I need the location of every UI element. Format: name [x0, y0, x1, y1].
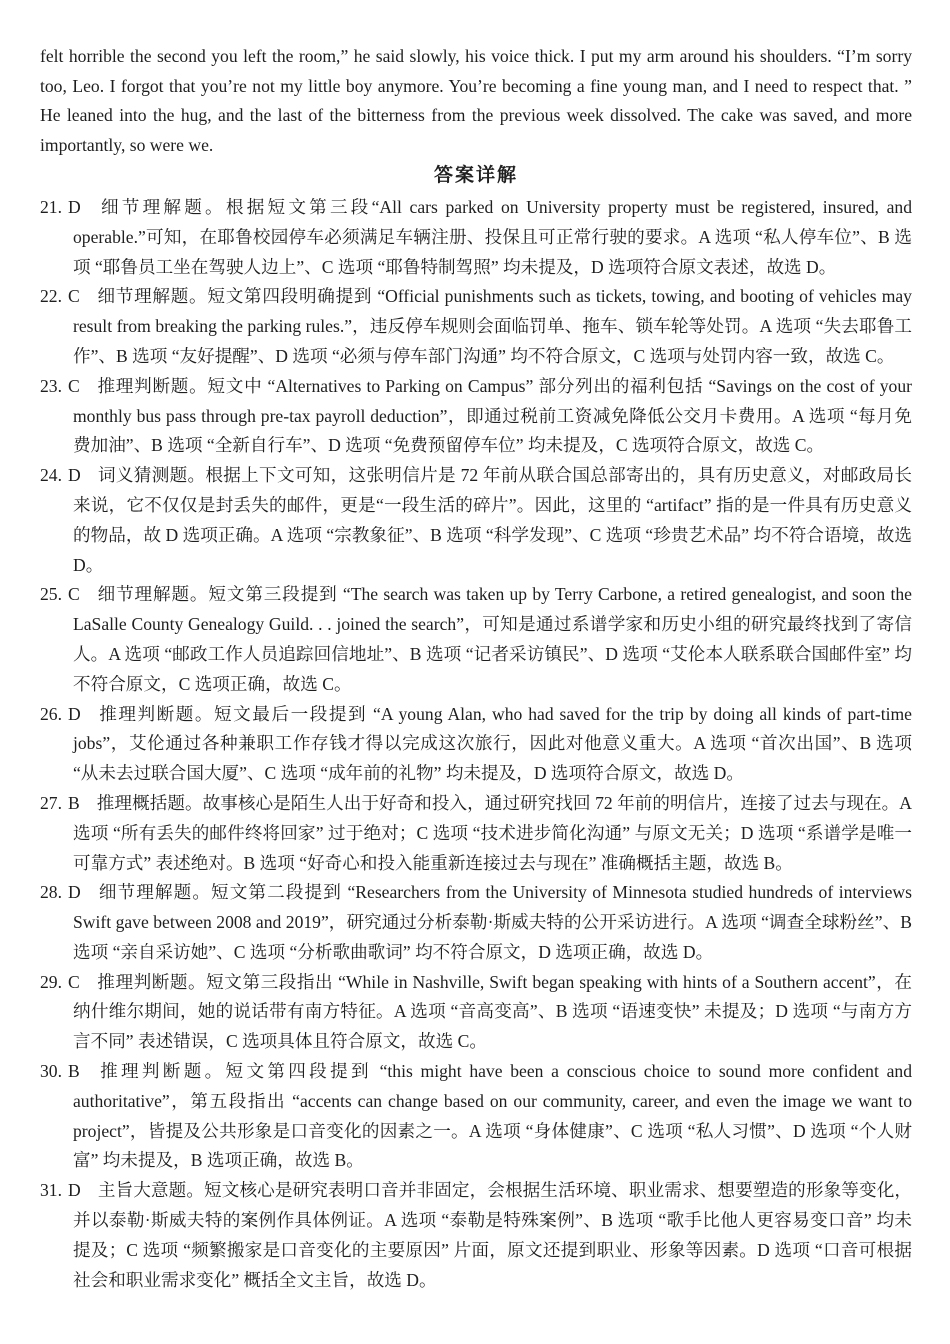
question-number: 26. — [40, 703, 62, 724]
answer-item — [40, 1057, 912, 1176]
answer-item — [40, 968, 912, 1057]
answers-section-title: 答案详解 — [433, 165, 518, 187]
answer-explanation: 短文第四段提到 “this might have been a conscious choice to sound more confident and authoritative”，第五段指出 “accents can change based on our community, career, and even the image we want to project”，皆提及公共形象是口音变化的因素之一。A 选项 “身体健康”、C 选项 “私人习惯”、D 选项 “个人财富” 均未提及，B 选项正确，故选 B。 — [73, 1061, 912, 1171]
answer-explanation: 短文第四段明确提到 “Official punishments such as tickets, towing, and booting of vehicles may result from breaking the parking rules.”，违反停车规则会面临罚单、拖车、锁车轮等处罚。A 选项 “失去耶鲁工作”、B 选项 “友好提醒”、D 选项 “必须与停车部门沟通” 均不符合原文，C 选项与处罚内容一致，故选 C。 — [73, 286, 912, 366]
question-number: 29. — [40, 971, 62, 992]
answer-item — [40, 1176, 912, 1295]
answer-letter: D — [68, 1180, 81, 1201]
answer-letter: C — [68, 971, 80, 992]
answer-explanations-list — [40, 193, 912, 1295]
question-type-label: 推理判断题。 — [96, 971, 207, 992]
answer-item — [40, 789, 912, 878]
answer-explanation: 短文第三段指出 “While in Nashville, Swift began speaking with hints of a Southern accent”，在纳什维尔期间，她的说话带有南方特征。A 选项 “音高变高”、B 选项 “语速变快” 未提及；D 选项 “与南方方言不同” 表述错误，C 选项具体且符合原文，故选 C。 — [73, 971, 912, 1052]
question-number: 25. — [40, 584, 62, 605]
answer-letter: C — [68, 286, 80, 307]
question-type-label: 细节理解题。 — [96, 584, 209, 605]
answer-explanation: 根据短文第三段“All cars parked on University property must be registered, insured, and operable.”可知，在耶鲁校园停车必须满足车辆注册、投保且可正常行驶的要求。A 选项 “私人停车位”、B 选项 “耶鲁员工坐在驾驶人边上”、C 选项 “耶鲁特制驾照” 均未提及，D 选项符合原文表述，故选 D。 — [73, 196, 912, 277]
answer-explanation: 短文最后一段提到 “A young Alan, who had saved for the trip by doing all kinds of part-time jobs”，艾伦通过各种兼职工作存钱才得以完成这次旅行，因此对他意义重大。A 选项 “首次出国”、B 选项 “从未去过联合国大厦”、C 选项 “成年前的礼物” 均未提及，D 选项符合原文，故选 D。 — [73, 703, 912, 784]
answer-item — [40, 282, 912, 371]
question-number: 30. — [40, 1061, 62, 1082]
answer-letter: D — [68, 703, 81, 724]
question-type-label: 推理判断题。 — [96, 1061, 226, 1082]
story-conclusion-paragraph: felt horrible the second you left the room,” he said slowly, his voice thick. I put my arm around his shoulders. “I’m sorry too, Leo. I forgot that you’re not my little boy anymore. You’re becoming a fine young man, and I need to respect that. ” He leaned into the hug, and the last of the bitterness from the previous week dissolved. The cake was saved, and more importantly, so were we. — [40, 46, 912, 155]
answer-letter: B — [68, 792, 80, 813]
question-number: 24. — [40, 465, 62, 486]
answer-explanation: 短文第二段提到 “Researchers from the University of Minnesota studied hundreds of interviews Swift gave between 2008 and 2019”，研究通过分析泰勒·斯威夫特的公开采访进行。A 选项 “调查全球粉丝”、B 选项 “亲自采访她”、C 选项 “分析歌曲歌词” 均不符合原文，D 选项正确，故选 D。 — [73, 882, 912, 962]
answer-item — [40, 372, 912, 461]
question-number: 22. — [40, 286, 62, 307]
answer-explanation: 根据上下文可知，这张明信片是 72 年前从联合国总部寄出的，具有历史意义，对邮政局长来说，它不仅仅是封丢失的邮件，更是“一段生活的碎片”。因此，这里的 “artifact” 指的是一件具有历史意义的物品，故 D 选项正确。A 选项 “宗教象征”、B 选项 “科学发现”、C 选项 “珍贵艺术品” 均不符合语境，故选 D。 — [73, 465, 912, 575]
answer-item — [40, 580, 912, 699]
question-type-label: 推理概括题。 — [96, 792, 203, 813]
answer-item — [40, 461, 912, 580]
question-type-label: 词义猜测题。 — [97, 465, 206, 486]
answer-letter: B — [68, 1061, 80, 1082]
question-number: 21. — [40, 196, 62, 217]
answer-item — [40, 193, 912, 282]
question-type-label: 推理判断题。 — [97, 703, 215, 724]
question-type-label: 推理判断题。 — [96, 375, 208, 396]
question-number: 23. — [40, 375, 62, 396]
question-number: 31. — [40, 1180, 62, 1201]
answer-explanation: 故事核心是陌生人出于好奇和投入，通过研究找回 72 年前的明信片，连接了过去与现在。A 选项 “所有丢失的邮件终将回家” 过于绝对；C 选项 “技术进步简化沟通” 与原文无关；D 选项 “系谱学是唯一可靠方式” 表述绝对。B 选项 “好奇心和投入能重新连接过去与现在” 准确概括主题，故选 B。 — [73, 792, 912, 873]
answer-letter: C — [68, 584, 80, 605]
question-type-label: 细节理解题。 — [96, 286, 208, 307]
answer-item — [40, 878, 912, 967]
answer-explanation: 短文中 “Alternatives to Parking on Campus” 部分列出的福利包括 “Savings on the cost of your monthly bus pass through pre-tax payroll deduction”，即通过税前工资减免降低公交月卡费用。A 选项 “每月免费加油”、B 选项 “全新自行车”、D 选项 “免费预留停车位” 均未提及，C 选项符合原文，故选 C。 — [73, 375, 912, 456]
answer-letter: D — [68, 465, 81, 486]
answer-explanation: 短文核心是研究表明口音并非固定，会根据生活环境、职业需求、想要塑造的形象等变化，并以泰勒·斯威夫特的案例作具体例证。A 选项 “泰勒是特殊案例”、B 选项 “歌手比他人更容易变口音” 均未提及；C 选项 “频繁搬家是口音变化的主要原因” 片面，原文还提到职业、形象等因素。D 选项 “口音可根据社会和职业需求变化” 概括全文主旨，故选 D。 — [73, 1180, 912, 1290]
question-type-label: 主旨大意题。 — [97, 1180, 205, 1201]
question-number: 28. — [40, 882, 62, 903]
answer-explanation: 短文第三段提到 “The search was taken up by Terry Carbone, a retired genealogist, and soon the LaSalle County Genealogy Guild. . . joined the search”，可知是通过系谱学家和历史小组的研究最终找到了寄信人。A 选项 “邮政工作人员追踪回信地址”、B 选项 “记者采访镇民”、D 选项 “艾伦本人联系联合国邮件室” 均不符合原文，C 选项正确，故选 C。 — [73, 584, 912, 694]
answer-letter: C — [68, 375, 80, 396]
answer-item — [40, 700, 912, 789]
question-type-label: 细节理解题。 — [97, 196, 226, 217]
answer-letter: D — [68, 882, 81, 903]
question-number: 27. — [40, 792, 62, 813]
answer-letter: D — [68, 196, 81, 217]
question-type-label: 细节理解题。 — [97, 882, 212, 903]
